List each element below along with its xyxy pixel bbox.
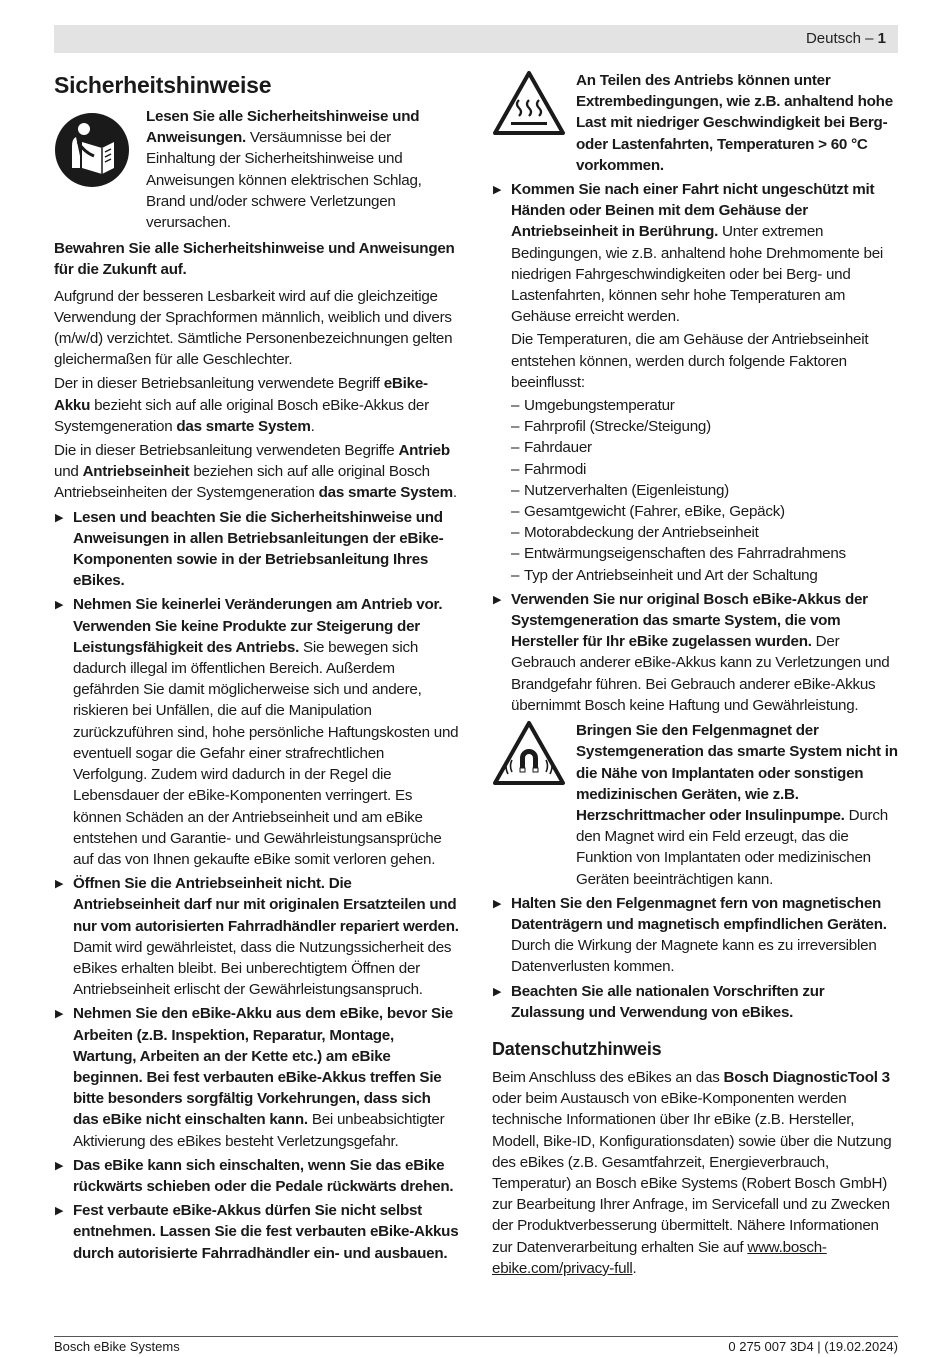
read-manual-icon	[54, 112, 130, 188]
list-item: – Gesamtgewicht (Fahrer, eBike, Gepäck)	[511, 501, 898, 522]
list-item: – Fahrdauer	[511, 437, 898, 458]
keep-instructions: Bewahren Sie alle Sicherheitshinweise und Anweisungen für die Zukunft auf.	[54, 240, 455, 279]
header-language: Deutsch –	[805, 30, 874, 47]
list-item: – Umgebungstemperatur	[511, 395, 898, 416]
footer-company: Bosch eBike Systems	[54, 1339, 180, 1354]
safety-bullet: ▶ Das eBike kann sich einschalten, wenn Sie das eBike rückwärts schieben oder die Pedale rückwärts drehen.	[54, 1155, 460, 1197]
privacy-link[interactable]: www.bosch-ebike.com/privacy-full	[492, 1238, 827, 1277]
intro-bold: Lesen Sie alle Sicherheitshinweise und Anweisungen.	[146, 108, 420, 147]
privacy-heading: Datenschutzhinweis	[492, 1038, 662, 1059]
temperature-factors-list	[511, 395, 898, 586]
privacy-text: Beim Anschluss des eBikes an das Bosch DiagnosticTool 3 oder beim Austausch von eBike-Komponenten werden technische Informationen über Ihr eBike (z.B. Hersteller, Modell, Bike-ID, Konfigurationsdaten) sowie über die Nutzung des eBikes (z.B. Gesamtfahrzeit, Energieverbrauch, Temperatur) an Bosch eBike Systems (Robert Bosch GmbH) zur Bearbeitung Ihrer Anfrage, im Servicefall und zu Zwecken der Produktverbesserung übermittelt. Nähere Informationen zur Datenverarbeitung erhalten Sie auf www.bosch-ebike.com/privacy-full.	[492, 1068, 892, 1277]
safety-bullet: ▶ Halten Sie den Felgenmagnet fern von magnetischen Datenträgern und magnetisch empfindlichen Geräten. Durch die Wirkung der Magnete kann es zu irreversiblen Datenverlusten kommen.	[492, 893, 898, 978]
list-item: – Entwärmungseigenschaften des Fahrradrahmens	[511, 543, 898, 564]
heat-warning-text: An Teilen des Antriebs können unter Extrembedingungen, wie z.B. anhaltend hohe Last mit niedriger Geschwindigkeit bei Berg- oder Lastenfahrten, Temperaturen > 60 °C vorkommen.	[576, 72, 893, 174]
safety-bullet: ▶ Nehmen Sie den eBike-Akku aus dem eBike, bevor Sie Arbeiten (z.B. Inspektion, Reparatur, Montage, Wartung, Arbeiten an der Kette etc.) am eBike beginnen. Bei fest verbauten eBike-Akkus treffen Sie bitte besonders sorgfältig Vorkehrungen, dass sich das eBike nicht einschalten kann. Bei unbeabsichtigter Aktivierung des eBikes besteht Verletzungsgefahr.	[54, 1003, 460, 1151]
list-item: – Fahrmodi	[511, 459, 898, 480]
temperature-intro: Die Temperaturen, die am Gehäuse der Antriebseinheit entstehen können, werden durch folgende Faktoren beeinflusst:	[511, 331, 869, 391]
page-number: 1	[877, 30, 886, 47]
right-column	[492, 70, 898, 1281]
safety-bullet: ▶ Verwenden Sie nur original Bosch eBike-Akkus der Systemgeneration das smarte System, die vom Hersteller für Ihr eBike zugelassen wurden. Der Gebrauch anderer eBike-Akkus kann zu Verletzungen und Brandgefahr führen. Bei Gebrauch anderer eBike-Akkus übernimmt Bosch keine Haftung und Gewährleistung.	[492, 589, 898, 716]
magnetic-field-warning-icon	[492, 720, 566, 786]
left-column	[54, 70, 460, 1266]
list-item: – Motorabdeckung der Antriebseinheit	[511, 522, 898, 543]
magnet-warning-block	[492, 720, 898, 890]
safety-bullet: ▶ Kommen Sie nach einer Fahrt nicht ungeschützt mit Händen oder Beinen mit dem Gehäuse der Antriebseinheit in Berührung. Unter extremen Bedingungen, wie z.B. anhaltend hohe Drehmomente bei niedrigen Fahrgeschwindigkeiten oder bei Berg- und Lastenfahrten, können sehr hohe Temperaturen am Gehäuse erreicht werden. Die Temperaturen, die am Gehäuse der Antriebseinheit entstehen können, werden durch folgende Faktoren beeinflusst: – Umgebungstemperatur – Fahrprofil (Strecke/Steigung) – Fahrdauer – Fahrmodi – Nutzerverhalten (Eigenleistung) – Gesamtgewicht (Fahrer, eBike, Gepäck) – Motorabdeckung der Antriebseinheit – Entwärmungseigenschaften des Fahrradrahmens – Typ der Antriebseinheit und Art der Schaltung	[492, 179, 898, 586]
akku-definition: Der in dieser Betriebsanleitung verwendete Begriff eBike-Akku bezieht sich auf alle original Bosch eBike-Akkus der Systemgeneration das smarte System.	[54, 375, 429, 435]
list-item: – Nutzerverhalten (Eigenleistung)	[511, 480, 898, 501]
safety-bullet: ▶ Nehmen Sie keinerlei Veränderungen am Antrieb vor. Verwenden Sie keine Produkte zur Steigerung der Leistungsfähigkeit des Antriebs. Sie bewegen sich dadurch illegal im öffentlichen Bereich. Außerdem gefährden Sie damit möglicherweise sich und andere, riskieren bei Unfällen, die auf die Manipulation zurückzuführen sind, hohe persönliche Haftungskosten und eventuell sogar die Gefahr einer strafrechtlichen Verfolgung. Zudem wird dadurch in der Regel die Lebensdauer der eBike-Komponenten verringert. Es können Schäden an der Antriebseinheit und am eBike entstehen und Garantie- und Gewährleistungsansprüche auf das von Ihnen gekaufte eBike somit verloren gehen.	[54, 594, 460, 870]
magnet-warning-bold: Bringen Sie den Felgenmagnet der Systemgeneration das smarte System nicht in die Nähe von Implantaten oder sonstigen medizinischen Geräten, wie z.B. Herzschrittmacher oder Insulinpumpe.	[576, 722, 898, 824]
magnet-warning-text: Durch den Magnet wird ein Feld erzeugt, das die Funktion von Implantaten oder medizinischen Geräten beeinträchtigen kann.	[576, 806, 888, 888]
safety-bullet: ▶ Beachten Sie alle nationalen Vorschriften zur Zulassung und Verwendung von eBikes.	[492, 981, 898, 1023]
list-item: – Typ der Antriebseinheit und Art der Schaltung	[511, 565, 898, 586]
header-label	[806, 30, 886, 47]
intro-text: Versäumnisse bei der Einhaltung der Sicherheitshinweise und Anweisungen können elektrischen Schlag, Brand und/oder schwere Verletzungen verursachen.	[146, 129, 422, 232]
safety-bullet: ▶ Öffnen Sie die Antriebseinheit nicht. Die Antriebseinheit darf nur mit originalen Ersatzteilen und nur vom autorisierten Fahrradhändler repariert werden. Damit wird gewährleistet, dass die Nutzungssicherheit des eBikes erhalten bleibt. Bei unberechtigtem Öffnen der Antriebseinheit erlischt der Gewährleistungsanspruch.	[54, 873, 460, 1000]
section-title: Sicherheitshinweise	[54, 72, 272, 98]
antrieb-definition: Die in dieser Betriebsanleitung verwendeten Begriffe Antrieb und Antriebseinheit beziehen sich auf alle original Bosch Antriebseinheiten der Systemgeneration das smarte System.	[54, 442, 457, 502]
heat-warning-block	[492, 70, 898, 176]
safety-bullet: ▶ Lesen und beachten Sie die Sicherheitshinweise und Anweisungen in allen Betriebsanleitungen der eBike-Komponenten sowie in der Betriebsanleitung Ihres eBikes.	[54, 507, 460, 592]
intro-block	[54, 106, 460, 235]
gender-note: Aufgrund der besseren Lesbarkeit wird auf die gleichzeitige Verwendung der Sprachformen männlich, weiblich und divers (m/w/d) verzichtet. Sämtliche Personenbezeichnungen gelten gleichermaßen für alle Geschlechter.	[54, 287, 453, 369]
hot-surface-warning-icon	[492, 70, 566, 136]
safety-bullet: ▶ Fest verbaute eBike-Akkus dürfen Sie nicht selbst entnehmen. Lassen Sie die fest verbauten eBike-Akkus durch autorisierte Fahrradhändler ein- und ausbauen.	[54, 1200, 460, 1264]
page-header	[54, 25, 898, 53]
footer-divider	[54, 1336, 898, 1337]
footer-doc-number: 0 275 007 3D4 | (19.02.2024)	[728, 1339, 898, 1354]
list-item: – Fahrprofil (Strecke/Steigung)	[511, 416, 898, 437]
